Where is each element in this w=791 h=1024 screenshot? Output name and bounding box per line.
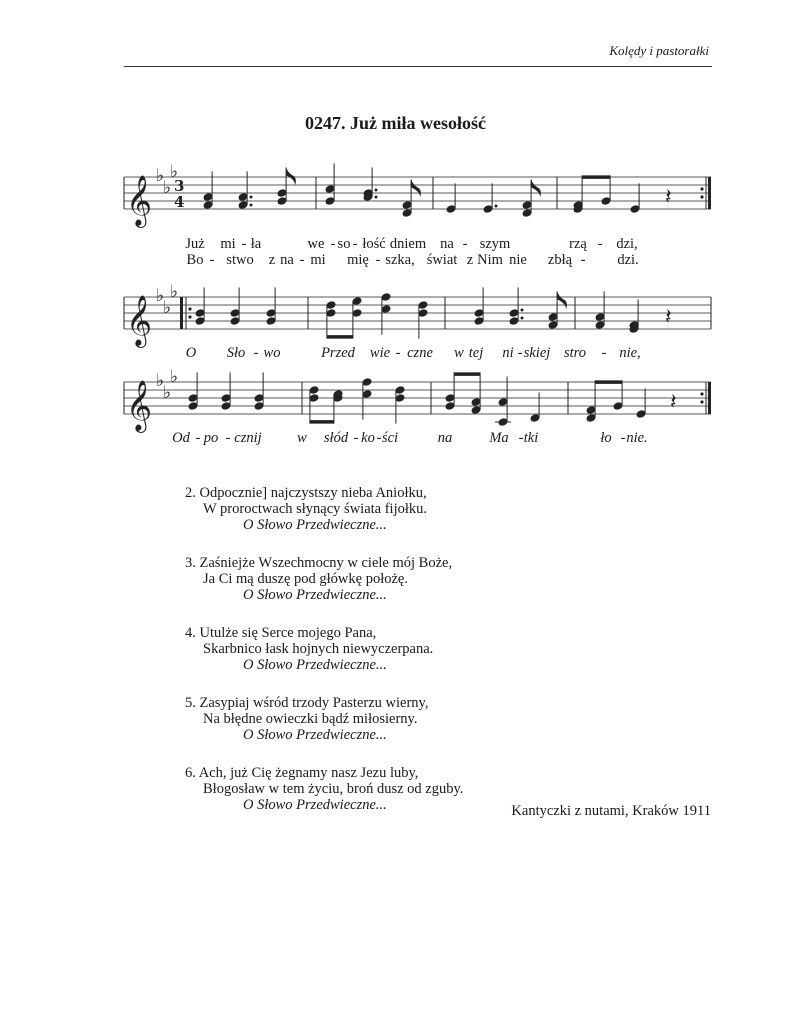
lyric-syllable: Sło	[226, 345, 246, 361]
source-citation: Kantyczki z nutami, Kraków 1911	[511, 803, 711, 819]
lyric-syllable: -	[601, 345, 607, 361]
flat-icon: ♭	[170, 367, 179, 387]
lyric-syllable: -	[597, 236, 603, 252]
flat-icon: ♭	[163, 383, 172, 403]
lyric-syllable: szka,	[385, 252, 415, 268]
lyric-syllable: -	[209, 252, 215, 268]
eighth-flag-icon	[286, 167, 296, 185]
lyric-syllable: czne	[407, 345, 433, 361]
lyric-syllable: z	[466, 252, 474, 268]
lyric-syllable: so	[337, 236, 351, 252]
dot	[521, 309, 524, 312]
verse-line: Skarbnico łask hojnych niewyczerpana.	[203, 641, 434, 657]
lyric-syllable: -	[580, 252, 586, 268]
repeat-dot	[700, 195, 703, 198]
verse-4	[185, 625, 463, 673]
lyric-syllable: na	[437, 430, 453, 446]
page-header-title: Kolędy i pastorałki	[609, 43, 709, 58]
lyric-syllable: świat	[426, 252, 458, 268]
eighth-beam	[595, 380, 622, 384]
lyric-syllable: we	[307, 236, 325, 252]
lyric-syllable: wie	[369, 345, 391, 361]
treble-clef-icon: 𝄞	[126, 380, 153, 431]
verse-line: W proroctwach słynący świata fijołku.	[203, 501, 428, 517]
lyric-syllable: -	[518, 430, 524, 446]
lyric-syllable: słód	[323, 430, 349, 446]
dot	[375, 196, 378, 199]
flat-icon: ♭	[156, 286, 165, 306]
verse-5	[185, 695, 463, 743]
lyric-syllable: -	[352, 236, 358, 252]
lyric-syllable: ko	[361, 430, 375, 446]
quarter-rest-icon: 𝄽	[665, 185, 672, 210]
lyric-syllable: skiej	[523, 345, 551, 361]
repeat-start-thick-bar	[180, 297, 183, 329]
verse-refrain: O Słowo Przedwieczne...	[243, 657, 387, 673]
dot	[375, 189, 378, 192]
lyric-syllable: w	[454, 345, 464, 361]
song-title: 0247. Już miła wesołość	[305, 113, 486, 133]
treble-clef-icon: 𝄞	[126, 175, 153, 226]
lyric-syllable: ło	[600, 430, 612, 446]
lyric-syllable: -	[517, 345, 523, 361]
treble-clef-icon: 𝄞	[126, 295, 153, 346]
lyric-syllable: mi	[220, 236, 236, 252]
verse-refrain: O Słowo Przedwieczne...	[243, 727, 387, 743]
flat-icon: ♭	[163, 178, 172, 198]
lyric-syllable: -	[299, 252, 305, 268]
repeat-dot	[700, 400, 703, 403]
lyric-syllable: Już	[185, 236, 205, 252]
verse-line: 6. Ach, już Cię żegnamy nasz Jezu luby,	[185, 765, 419, 781]
lyric-syllable: ła	[250, 236, 262, 252]
time-signature-top: 3	[174, 177, 185, 195]
lyric-syllable: dzi.	[617, 252, 639, 268]
repeat-end-thick-bar	[708, 382, 711, 414]
lyric-syllable: cznij	[234, 430, 262, 446]
lyric-syllable: -	[395, 345, 401, 361]
lyric-syllable: mi	[310, 252, 326, 268]
lyric-syllable: Bo	[186, 252, 204, 268]
dot	[521, 317, 524, 320]
lyric-syllable: nie,	[619, 345, 641, 361]
lyric-syllable: nie	[509, 252, 527, 268]
lyric-syllable: -	[353, 430, 359, 446]
eighth-flag-icon	[411, 179, 421, 197]
lyric-syllable: Od	[172, 430, 190, 446]
verse-line: 5. Zasypiaj wśród trzody Pasterzu wierny,	[185, 695, 429, 711]
repeat-dot	[188, 315, 191, 318]
lyric-syllable: na	[280, 252, 294, 268]
verse-refrain: O Słowo Przedwieczne...	[243, 517, 387, 533]
lyric-syllable: -	[375, 252, 381, 268]
lyric-syllable: -	[195, 430, 201, 446]
lyric-syllable: rzą	[569, 236, 587, 252]
verse-line: Błogosław w tem życiu, broń dusz od zguby.	[203, 781, 464, 797]
lyric-syllable: wo	[263, 345, 281, 361]
lyric-syllable: nie.	[626, 430, 648, 446]
lyric-syllable: -	[376, 430, 382, 446]
lyric-syllable: tej	[468, 345, 484, 361]
verse-2	[185, 485, 463, 533]
verse-refrain: O Słowo Przedwieczne...	[243, 587, 387, 603]
lyric-syllable: stwo	[226, 252, 254, 268]
lyric-syllable: -	[330, 236, 336, 252]
eighth-beam	[310, 420, 334, 424]
quarter-rest-icon: 𝄽	[670, 390, 677, 415]
lyric-syllable: dzi,	[616, 236, 638, 252]
lyric-syllable: -	[241, 236, 247, 252]
repeat-end-thick-bar	[708, 177, 711, 209]
flat-icon: ♭	[170, 282, 179, 302]
lyric-syllable: dniem	[389, 236, 427, 252]
flat-icon: ♭	[156, 371, 165, 391]
lyric-syllable: łość	[362, 236, 386, 252]
lyric-syllable: -	[225, 430, 231, 446]
eighth-beam	[327, 335, 353, 339]
lyric-syllable: w	[297, 430, 307, 446]
dot	[250, 204, 253, 207]
lyrics-system3	[0, 430, 791, 450]
music-score	[0, 0, 791, 460]
lyric-syllable: Ma	[489, 430, 509, 446]
lyric-syllable: Nim	[477, 252, 503, 268]
repeat-dot	[700, 187, 703, 190]
repeat-dot	[188, 307, 191, 310]
verse-list	[185, 485, 463, 835]
lyric-syllable: O	[185, 345, 197, 361]
lyric-syllable: Przed	[321, 345, 355, 361]
lyric-syllable: zbłą	[547, 252, 573, 268]
verse-line: Na błędne owieczki bądź miłosierny.	[203, 711, 418, 727]
flat-icon: ♭	[170, 162, 179, 182]
lyric-syllable: szym	[479, 236, 511, 252]
lyric-syllable: stro	[563, 345, 587, 361]
verse-refrain: O Słowo Przedwieczne...	[243, 797, 387, 813]
verse-line: Ja Ci mą duszę pod główkę położę.	[203, 571, 408, 587]
flat-icon: ♭	[156, 166, 165, 186]
dot	[495, 205, 498, 208]
eighth-flag-icon	[557, 291, 567, 309]
verse-line: 4. Utulże się Serce mojego Pana,	[185, 625, 377, 641]
lyric-syllable: tki	[523, 430, 539, 446]
dot	[250, 196, 253, 199]
verse-6	[185, 765, 463, 813]
verse-3	[185, 555, 463, 603]
verse-line: 3. Zaśniejże Wszechmocny w ciele mój Boże,	[185, 555, 453, 571]
lyrics-system2	[0, 345, 791, 365]
lyric-syllable: ni	[502, 345, 514, 361]
lyric-syllable: mię	[347, 252, 369, 268]
eighth-beam	[582, 175, 610, 179]
lyric-syllable: -	[253, 345, 259, 361]
lyrics-system1-line2	[0, 252, 791, 272]
quarter-rest-icon: 𝄽	[665, 305, 672, 330]
lyric-syllable: po	[203, 430, 219, 446]
eighth-beam	[454, 372, 480, 376]
lyric-syllable: ści	[381, 430, 399, 446]
lyric-syllable: -	[620, 430, 626, 446]
lyric-syllable: z	[268, 252, 276, 268]
verse-line: 2. Odpocznie] najczystszy nieba Aniołku,	[185, 485, 427, 501]
repeat-dot	[700, 392, 703, 395]
eighth-flag-icon	[531, 179, 541, 197]
lyric-syllable: -	[462, 236, 468, 252]
time-signature-bottom: 4	[174, 193, 185, 211]
lyric-syllable: na	[440, 236, 454, 252]
flat-icon: ♭	[163, 298, 172, 318]
